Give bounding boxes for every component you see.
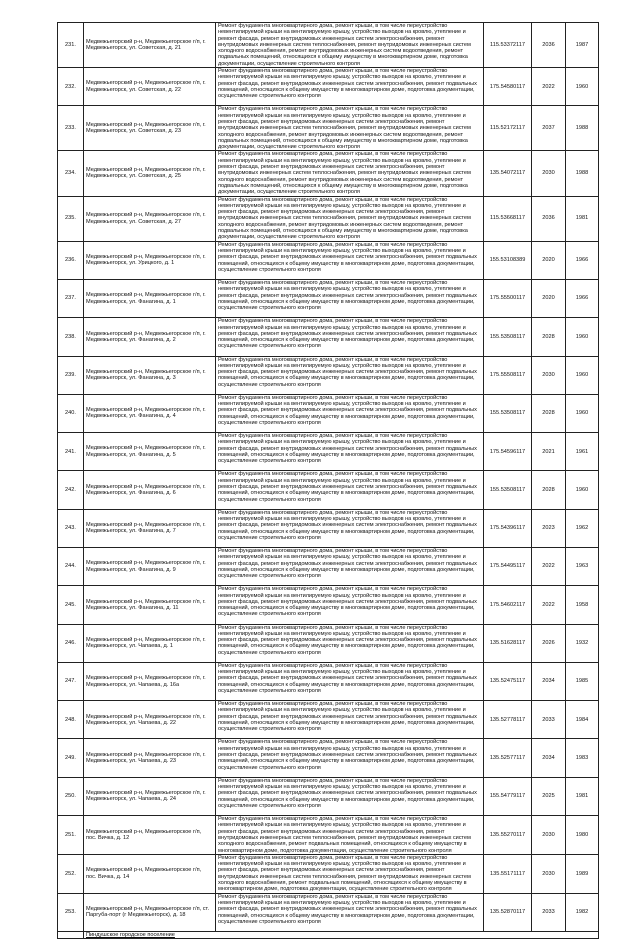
build-year-cell: 1981 [566,196,599,241]
works-list-cell: Ремонт фундамента многоквартирного дома, ремонт крыши, в том числе переустройство невентилируемой крыши на вентилируемую крышу, устройство выходов на кровлю, утепление и ремонт фасада, ремонт внутридомовых инженерных систем электроснабжения, ремонт подвальных помещений, относящихся к общему имуществу в многоквартирном доме, подготовка документации, осуществление строительного контроля [216,394,484,432]
planned-year-cell: 2036 [532,23,566,68]
address-cell: Медвежьегорский р-н, Медвежьегорское г/п, г. Медвежьегорск, ул. Чапаева, д. 16а [84,662,216,700]
cost-code-cell: 155.53508117 [484,394,532,432]
build-year-cell: 1960 [566,356,599,394]
planned-year-cell: 2026 [532,624,566,662]
table-row [58,777,599,815]
row-number-cell: 249. [58,739,84,777]
row-number-cell: 236. [58,241,84,279]
address-cell: Медвежьегорский р-н, Медвежьегорское г/п, г. Медвежьегорск, ул. Фанагина, д. 5 [84,433,216,471]
capital-repair-table [57,22,599,939]
cost-code-cell: 155.53508117 [484,318,532,356]
table-row [58,509,599,547]
planned-year-cell: 2025 [532,777,566,815]
works-list-cell: Ремонт фундамента многоквартирного дома, ремонт крыши, в том числе переустройство невентилируемой крыши на вентилируемую крышу, устройство выходов на кровлю, утепление и ремонт фасада, ремонт внутридомовых инженерных систем электроснабжения, ремонт подвальных помещений, относящихся к общему имуществу в многоквартирном доме, подготовка документации, осуществление строительного контроля [216,624,484,662]
build-year-cell: 1983 [566,739,599,777]
planned-year-cell: 2034 [532,739,566,777]
cost-code-cell: 175.54580117 [484,68,532,106]
table-body [58,23,599,939]
planned-year-cell: 2021 [532,433,566,471]
row-number-cell: 242. [58,471,84,509]
address-cell: Медвежьегорский р-н, Медвежьегорское г/п, г. Медвежьегорск, ул. Фанагина, д. 6 [84,471,216,509]
address-cell: Медвежьегорский р-н, Медвежьегорское г/п, г. Медвежьегорск, ул. Фанагина, д. 9 [84,547,216,585]
table-row [58,279,599,317]
works-list-cell: Ремонт фундамента многоквартирного дома, ремонт крыши, в том числе переустройство невентилируемой крыши на вентилируемую крышу, устройство выходов на кровлю, утепление и ремонт фасада, ремонт внутридомовых инженерных систем электроснабжения, ремонт подвальных помещений, относящихся к общему имуществу в многоквартирном доме, подготовка документации, осуществление строительного контроля [216,701,484,739]
table-row [58,151,599,196]
build-year-cell: 1981 [566,777,599,815]
build-year-cell: 1963 [566,547,599,585]
works-list-cell: Ремонт фундамента многоквартирного дома, ремонт крыши, в том числе переустройство невентилируемой крыши на вентилируемую крышу, устройство выходов на кровлю, утепление и ремонт фасада, ремонт внутридомовых инженерных систем электроснабжения, ремонт подвальных помещений, относящихся к общему имуществу в многоквартирном доме, подготовка документации, осуществление строительного контроля [216,471,484,509]
table-row [58,624,599,662]
cost-code-cell: 175.55500117 [484,279,532,317]
section-header-row [58,931,599,938]
address-cell: Медвежьегорский р-н, Медвежьегорское г/п, г. Медвежьегорск, ул. Чапаева, д. 1 [84,624,216,662]
row-number-cell: 248. [58,701,84,739]
build-year-cell: 1980 [566,816,599,855]
planned-year-cell: 2030 [532,151,566,196]
address-cell: Медвежьегорский р-н, Медвежьегорское г/п, г. Медвежьегорск, ул. Фанагина, д. 1 [84,279,216,317]
section-blank-cell [58,931,84,938]
planned-year-cell: 2030 [532,356,566,394]
build-year-cell: 1960 [566,318,599,356]
build-year-cell: 1960 [566,471,599,509]
planned-year-cell: 2022 [532,547,566,585]
planned-year-cell: 2022 [532,68,566,106]
cost-code-cell: 135.55270117 [484,816,532,855]
works-list-cell: Ремонт фундамента многоквартирного дома, ремонт крыши, в том числе переустройство невентилируемой крыши на вентилируемую крышу, устройство выходов на кровлю, утепление и ремонт фасада, ремонт внутридомовых инженерных систем электроснабжения, ремонт подвальных помещений, относящихся к общему имуществу в многоквартирном доме, подготовка документации, осуществление строительного контроля [216,662,484,700]
address-cell: Медвежьегорский р-н, Медвежьегорское г/п, ст. Паргуба-порт (г Медвежьегорск), д. 18 [84,893,216,931]
address-cell: Медвежьегорский р-н, Медвежьегорское г/п, г. Медвежьегорск, ул. Советская, д. 22 [84,68,216,106]
address-cell: Медвежьегорский р-н, Медвежьегорское г/п, г. Медвежьегорск, ул. Советская, д. 21 [84,23,216,68]
address-cell: Медвежьегорский р-н, Медвежьегорское г/п, г. Медвежьегорск, ул. Советская, д. 27 [84,196,216,241]
build-year-cell: 1962 [566,509,599,547]
planned-year-cell: 2020 [532,279,566,317]
address-cell: Медвежьегорский р-н, Медвежьегорское г/п, г. Медвежьегорск, ул. Чапаева, д. 23 [84,739,216,777]
address-cell: Медвежьегорский р-н, Медвежьегорское г/п, г. Медвежьегорск, ул. Советская, д. 25 [84,151,216,196]
build-year-cell: 1960 [566,394,599,432]
works-list-cell: Ремонт фундамента многоквартирного дома, ремонт крыши, в том числе переустройство невентилируемой крыши на вентилируемую крышу, устройство выходов на кровлю, утепление и ремонт фасада, ремонт внутридомовых инженерных систем электроснабжения, ремонт внутридомовых инженерных систем теплоснабжения, ремонт внутридомовых инженерных систем холодного водоснабжения, ремонт внутридомовых инженерных систем водоотведения, ремонт подвальных помещений, относящихся к общему имуществу в многоквартирном доме, подготовка документации, осуществление строительного контроля [216,106,484,151]
table-row [58,23,599,68]
row-number-cell: 247. [58,662,84,700]
table-row [58,701,599,739]
row-number-cell: 251. [58,816,84,855]
works-list-cell: Ремонт фундамента многоквартирного дома, ремонт крыши, в том числе переустройство невентилируемой крыши на вентилируемую крышу, устройство выходов на кровлю, утепление и ремонт фасада, ремонт внутридомовых инженерных систем электроснабжения, ремонт подвальных помещений, относящихся к общему имуществу в многоквартирном доме, подготовка документации, осуществление строительного контроля [216,777,484,815]
table-row [58,893,599,931]
planned-year-cell: 2030 [532,816,566,855]
works-list-cell: Ремонт фундамента многоквартирного дома, ремонт крыши, в том числе переустройство невентилируемой крыши на вентилируемую крышу, устройство выходов на кровлю, утепление и ремонт фасада, ремонт внутридомовых инженерных систем электроснабжения, ремонт подвальных помещений, относящихся к общему имуществу в многоквартирном доме, подготовка документации, осуществление строительного контроля [216,318,484,356]
cost-code-cell: 135.55171117 [484,854,532,893]
works-list-cell: Ремонт фундамента многоквартирного дома, ремонт крыши, в том числе переустройство невентилируемой крыши на вентилируемую крышу, устройство выходов на кровлю, утепление и ремонт фасада, ремонт внутридомовых инженерных систем электроснабжения, ремонт подвальных помещений, относящихся к общему имуществу в многоквартирном доме, подготовка документации, осуществление строительного контроля [216,547,484,585]
cost-code-cell: 115.52172117 [484,106,532,151]
row-number-cell: 253. [58,893,84,931]
row-number-cell: 234. [58,151,84,196]
row-number-cell: 243. [58,509,84,547]
works-list-cell: Ремонт фундамента многоквартирного дома, ремонт крыши, в том числе переустройство невентилируемой крыши на вентилируемую крышу, устройство выходов на кровлю, утепление и ремонт фасада, ремонт внутридомовых инженерных систем электроснабжения, ремонт подвальных помещений, относящихся к общему имуществу в многоквартирном доме, подготовка документации, осуществление строительного контроля [216,356,484,394]
build-year-cell: 1987 [566,23,599,68]
table-row [58,816,599,855]
build-year-cell: 1958 [566,586,599,624]
table-row [58,318,599,356]
build-year-cell: 1989 [566,854,599,893]
cost-code-cell: 135.51628117 [484,624,532,662]
planned-year-cell: 2028 [532,318,566,356]
row-number-cell: 235. [58,196,84,241]
table-row [58,586,599,624]
row-number-cell: 244. [58,547,84,585]
row-number-cell: 250. [58,777,84,815]
works-list-cell: Ремонт фундамента многоквартирного дома, ремонт крыши, в том числе переустройство невентилируемой крыши на вентилируемую крышу, устройство выходов на кровлю, утепление и ремонт фасада, ремонт внутридомовых инженерных систем электроснабжения, ремонт подвальных помещений, относящихся к общему имуществу в многоквартирном доме, подготовка документации, осуществление строительного контроля [216,279,484,317]
table-row [58,196,599,241]
table-row [58,471,599,509]
address-cell: Медвежьегорский р-н, Медвежьегорское г/п, г. Медвежьегорск, ул. Чапаева, д. 22 [84,701,216,739]
works-list-cell: Ремонт фундамента многоквартирного дома, ремонт крыши, в том числе переустройство невентилируемой крыши на вентилируемую крышу, устройство выходов на кровлю, утепление и ремонт фасада, ремонт внутридомовых инженерных систем электроснабжения, ремонт внутридомовых инженерных систем теплоснабжения, ремонт внутридомовых инженерных систем холодного водоснабжения, ремонт подвальных помещений, относящихся к общему имуществу в многоквартирном доме, подготовка документации, осуществление строительного контроля [216,816,484,855]
build-year-cell: 1966 [566,279,599,317]
works-list-cell: Ремонт фундамента многоквартирного дома, ремонт крыши, в том числе переустройство невентилируемой крыши на вентилируемую крышу, устройство выходов на кровлю, утепление и ремонт фасада, ремонт внутридомовых инженерных систем электроснабжения, ремонт подвальных помещений, относящихся к общему имуществу в многоквартирном доме, подготовка документации, осуществление строительного контроля [216,586,484,624]
section-title: Пиндушское городское поселение [84,931,599,938]
table-row [58,433,599,471]
cost-code-cell: 135.52870117 [484,893,532,931]
row-number-cell: 240. [58,394,84,432]
row-number-cell: 252. [58,854,84,893]
address-cell: Медвежьегорский р-н, Медвежьегорское г/п, г. Медвежьегорск, ул. Фанагина, д. 2 [84,318,216,356]
cost-code-cell: 175.54396117 [484,509,532,547]
address-cell: Медвежьегорский р-н, Медвежьегорское г/п, г. Медвежьегорск, ул. Фанагина, д. 11 [84,586,216,624]
cost-code-cell: 135.54072117 [484,151,532,196]
build-year-cell: 1988 [566,106,599,151]
row-number-cell: 239. [58,356,84,394]
planned-year-cell: 2023 [532,509,566,547]
cost-code-cell: 135.52778117 [484,701,532,739]
works-list-cell: Ремонт фундамента многоквартирного дома, ремонт крыши, в том числе переустройство невентилируемой крыши на вентилируемую крышу, устройство выходов на кровлю, утепление и ремонт фасада, ремонт внутридомовых инженерных систем электроснабжения, ремонт внутридомовых инженерных систем теплоснабжения, ремонт внутридомовых инженерных систем холодного водоснабжения, ремонт подвальных помещений, относящихся к общему имуществу в многоквартирном доме, подготовка документации, осуществление строительного контроля [216,854,484,893]
row-number-cell: 246. [58,624,84,662]
planned-year-cell: 2020 [532,241,566,279]
works-list-cell: Ремонт фундамента многоквартирного дома, ремонт крыши, в том числе переустройство невентилируемой крыши на вентилируемую крышу, устройство выходов на кровлю, утепление и ремонт фасада, ремонт внутридомовых инженерных систем электроснабжения, ремонт подвальных помещений, относящихся к общему имуществу в многоквартирном доме, подготовка документации, осуществление строительного контроля [216,68,484,106]
works-list-cell: Ремонт фундамента многоквартирного дома, ремонт крыши, в том числе переустройство невентилируемой крыши на вентилируемую крышу, устройство выходов на кровлю, утепление и ремонт фасада, ремонт внутридомовых инженерных систем электроснабжения, ремонт подвальных помещений, относящихся к общему имуществу в многоквартирном доме, подготовка документации, осуществление строительного контроля [216,433,484,471]
address-cell: Медвежьегорский р-н, Медвежьегорское г/п, г. Медвежьегорск, ул. Урицкого, д. 1 [84,241,216,279]
document-sheet [57,22,598,939]
works-list-cell: Ремонт фундамента многоквартирного дома, ремонт крыши, в том числе переустройство невентилируемой крыши на вентилируемую крышу, устройство выходов на кровлю, утепление и ремонт фасада, ремонт внутридомовых инженерных систем электроснабжения, ремонт внутридомовых инженерных систем теплоснабжения, ремонт внутридомовых инженерных систем холодного водоснабжения, ремонт внутридомовых инженерных систем водоотведения, ремонт подвальных помещений, относящихся к общему имуществу в многоквартирном доме, подготовка документации, осуществление строительного контроля [216,23,484,68]
table-row [58,854,599,893]
address-cell: Медвежьегорский р-н, Медвежьегорское г/п, пос. Вичка, д. 14 [84,854,216,893]
works-list-cell: Ремонт фундамента многоквартирного дома, ремонт крыши, в том числе переустройство невентилируемой крыши на вентилируемую крышу, устройство выходов на кровлю, утепление и ремонт фасада, ремонт внутридомовых инженерных систем электроснабжения, ремонт подвальных помещений, относящихся к общему имуществу в многоквартирном доме, подготовка документации, осуществление строительного контроля [216,241,484,279]
build-year-cell: 1985 [566,662,599,700]
table-row [58,356,599,394]
row-number-cell: 237. [58,279,84,317]
cost-code-cell: 135.52475117 [484,662,532,700]
build-year-cell: 1960 [566,68,599,106]
works-list-cell: Ремонт фундамента многоквартирного дома, ремонт крыши, в том числе переустройство невентилируемой крыши на вентилируемую крышу, устройство выходов на кровлю, утепление и ремонт фасада, ремонт внутридомовых инженерных систем электроснабжения, ремонт подвальных помещений, относящихся к общему имуществу в многоквартирном доме, подготовка документации, осуществление строительного контроля [216,509,484,547]
cost-code-cell: 115.53668117 [484,196,532,241]
build-year-cell: 1966 [566,241,599,279]
build-year-cell: 1984 [566,701,599,739]
cost-code-cell: 155.53108389 [484,241,532,279]
row-number-cell: 231. [58,23,84,68]
planned-year-cell: 2037 [532,106,566,151]
cost-code-cell: 175.54495117 [484,547,532,585]
table-row [58,547,599,585]
table-row [58,106,599,151]
planned-year-cell: 2022 [532,586,566,624]
works-list-cell: Ремонт фундамента многоквартирного дома, ремонт крыши, в том числе переустройство невентилируемой крыши на вентилируемую крышу, устройство выходов на кровлю, утепление и ремонт фасада, ремонт внутридомовых инженерных систем электроснабжения, ремонт подвальных помещений, относящихся к общему имуществу в многоквартирном доме, подготовка документации, осуществление строительного контроля [216,893,484,931]
planned-year-cell: 2030 [532,854,566,893]
row-number-cell: 238. [58,318,84,356]
row-number-cell: 232. [58,68,84,106]
table-row [58,241,599,279]
address-cell: Медвежьегорский р-н, Медвежьегорское г/п, г. Медвежьегорск, ул. Советская, д. 23 [84,106,216,151]
cost-code-cell: 115.53372117 [484,23,532,68]
cost-code-cell: 175.54596117 [484,433,532,471]
planned-year-cell: 2034 [532,662,566,700]
works-list-cell: Ремонт фундамента многоквартирного дома, ремонт крыши, в том числе переустройство невентилируемой крыши на вентилируемую крышу, устройство выходов на кровлю, утепление и ремонт фасада, ремонт внутридомовых инженерных систем электроснабжения, ремонт внутридомовых инженерных систем теплоснабжения, ремонт внутридомовых инженерных систем холодного водоснабжения, ремонт внутридомовых инженерных систем водоотведения, ремонт подвальных помещений, относящихся к общему имуществу в многоквартирном доме, подготовка документации, осуществление строительного контроля [216,196,484,241]
planned-year-cell: 2036 [532,196,566,241]
build-year-cell: 1961 [566,433,599,471]
works-list-cell: Ремонт фундамента многоквартирного дома, ремонт крыши, в том числе переустройство невентилируемой крыши на вентилируемую крышу, устройство выходов на кровлю, утепление и ремонт фасада, ремонт внутридомовых инженерных систем электроснабжения, ремонт подвальных помещений, относящихся к общему имуществу в многоквартирном доме, подготовка документации, осуществление строительного контроля [216,739,484,777]
address-cell: Медвежьегорский р-н, Медвежьегорское г/п, г. Медвежьегорск, ул. Чапаева, д. 24 [84,777,216,815]
address-cell: Медвежьегорский р-н, Медвежьегорское г/п, г. Медвежьегорск, ул. Фанагина, д. 4 [84,394,216,432]
row-number-cell: 233. [58,106,84,151]
cost-code-cell: 175.54602117 [484,586,532,624]
address-cell: Медвежьегорский р-н, Медвежьегорское г/п, пос. Вичка, д. 12 [84,816,216,855]
row-number-cell: 245. [58,586,84,624]
row-number-cell: 241. [58,433,84,471]
build-year-cell: 1982 [566,893,599,931]
address-cell: Медвежьегорский р-н, Медвежьегорское г/п, г. Медвежьегорск, ул. Фанагина, д. 3 [84,356,216,394]
table-row [58,662,599,700]
table-row [58,68,599,106]
cost-code-cell: 155.54779117 [484,777,532,815]
planned-year-cell: 2028 [532,471,566,509]
planned-year-cell: 2028 [532,394,566,432]
cost-code-cell: 155.53508117 [484,471,532,509]
build-year-cell: 1988 [566,151,599,196]
planned-year-cell: 2033 [532,893,566,931]
cost-code-cell: 135.52577117 [484,739,532,777]
address-cell: Медвежьегорский р-н, Медвежьегорское г/п, г. Медвежьегорск, ул. Фанагина, д. 7 [84,509,216,547]
table-row [58,739,599,777]
planned-year-cell: 2033 [532,701,566,739]
works-list-cell: Ремонт фундамента многоквартирного дома, ремонт крыши, в том числе переустройство невентилируемой крыши на вентилируемую крышу, устройство выходов на кровлю, утепление и ремонт фасада, ремонт внутридомовых инженерных систем электроснабжения, ремонт внутридомовых инженерных систем теплоснабжения, ремонт внутридомовых инженерных систем холодного водоснабжения, ремонт внутридомовых инженерных систем водоотведения, ремонт подвальных помещений, относящихся к общему имуществу в многоквартирном доме, подготовка документации, осуществление строительного контроля [216,151,484,196]
table-row [58,394,599,432]
cost-code-cell: 175.55508117 [484,356,532,394]
build-year-cell: 1932 [566,624,599,662]
